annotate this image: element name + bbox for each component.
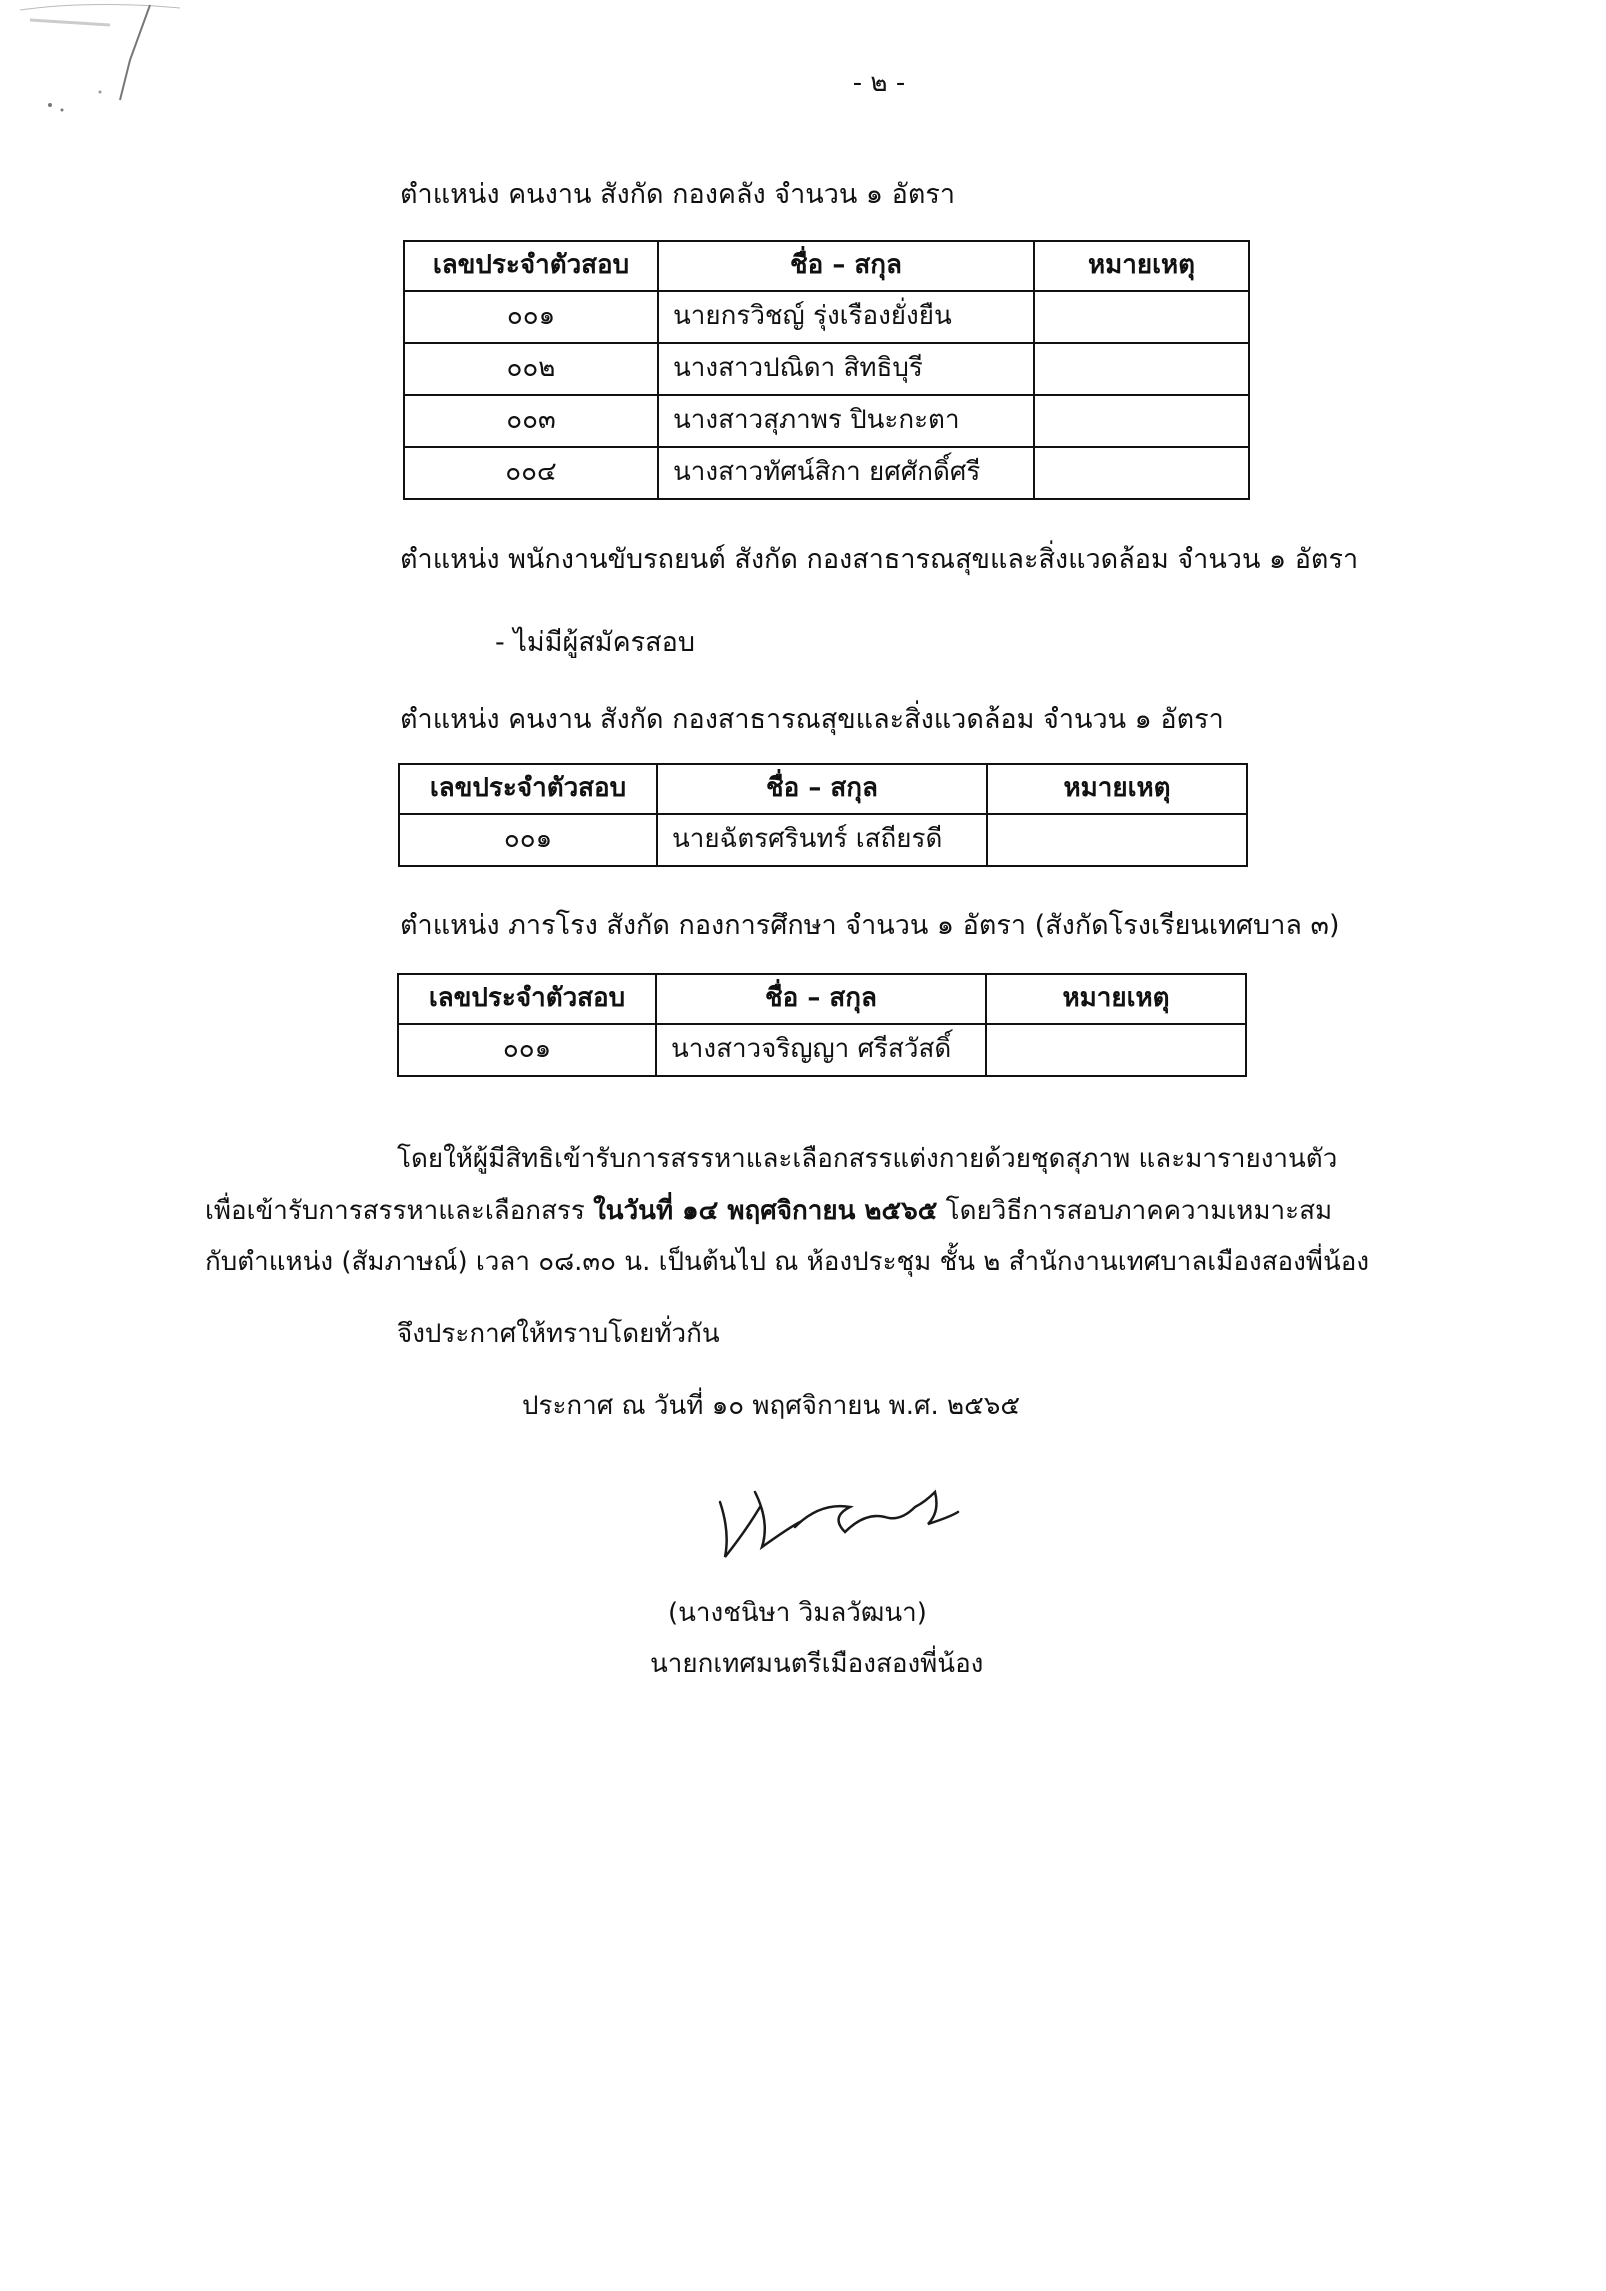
table-row — [404, 343, 1249, 395]
signatory-title: นายกเทศมนตรีเมืองสองพี่น้อง — [650, 1649, 984, 1679]
exam-id-cell: ๐๐๑ — [399, 814, 657, 866]
exam-id-cell: ๐๐๑ — [404, 291, 658, 343]
section-2-heading: ตำแหน่ง พนักงานขับรถยนต์ สังกัด กองสาธารณสุขและสิ่งแวดล้อม จำนวน ๑ อัตรา — [400, 544, 1359, 575]
table-row — [404, 291, 1249, 343]
column-header-name: ชื่อ – สกุล — [656, 974, 986, 1024]
remark-cell — [1034, 447, 1249, 499]
announce-text: จึงประกาศให้ทราบโดยทั่วกัน — [397, 1319, 720, 1349]
exam-id-cell: ๐๐๒ — [404, 343, 658, 395]
table-header-row — [398, 974, 1246, 1024]
table-header-row — [404, 241, 1249, 291]
candidate-name-cell: นายฉัตรศรินทร์ เสถียรดี — [657, 814, 987, 866]
remark-cell — [1034, 395, 1249, 447]
body-line-2-start: เพื่อเข้ารับการสรรหาและเลือกสรร — [205, 1196, 594, 1226]
table-header-row — [399, 764, 1247, 814]
exam-date-highlight: ในวันที่ ๑๔ พฤศจิกายน ๒๕๖๕ — [593, 1196, 938, 1226]
remark-cell — [987, 814, 1247, 866]
candidate-name-cell: นางสาวจริญญา ศรีสวัสดิ์ — [656, 1024, 986, 1076]
section-1-heading: ตำแหน่ง คนงาน สังกัด กองคลัง จำนวน ๑ อัตรา — [400, 179, 956, 210]
section-3-table — [398, 763, 1248, 867]
column-header-remark: หมายเหตุ — [1034, 241, 1249, 291]
section-3-heading: ตำแหน่ง คนงาน สังกัด กองสาธารณสุขและสิ่งแวดล้อม จำนวน ๑ อัตรา — [400, 704, 1224, 735]
candidate-name-cell: นางสาวสุภาพร ปินะกะตา — [658, 395, 1034, 447]
remark-cell — [1034, 343, 1249, 395]
table-row — [398, 1024, 1246, 1076]
column-header-exam-id: เลขประจำตัวสอบ — [399, 764, 657, 814]
column-header-name: ชื่อ – สกุล — [657, 764, 987, 814]
no-applicants-note: - ไม่มีผู้สมัครสอบ — [495, 627, 695, 658]
signatory-name: (นางชนิษา วิมลวัฒนา) — [668, 1598, 927, 1628]
column-header-exam-id: เลขประจำตัวสอบ — [398, 974, 656, 1024]
body-line-1: โดยให้ผู้มีสิทธิเข้ารับการสรรหาและเลือกสรรแต่งกายด้วยชุดสุภาพ และมารายงานตัว — [397, 1144, 1338, 1174]
body-line-3: กับตำแหน่ง (สัมภาษณ์) เวลา ๐๘.๓๐ น. เป็นต้นไป ณ ห้องประชุม ชั้น ๒ สำนักงานเทศบาลเมืองสองพี่น้อง — [205, 1247, 1370, 1277]
candidate-name-cell: นางสาวทัศน์สิกา ยศศักดิ์ศรี — [658, 447, 1034, 499]
table-row — [404, 395, 1249, 447]
exam-id-cell: ๐๐๓ — [404, 395, 658, 447]
remark-cell — [1034, 291, 1249, 343]
section-4-heading: ตำแหน่ง ภารโรง สังกัด กองการศึกษา จำนวน ๑ อัตรา (สังกัดโรงเรียนเทศบาล ๓) — [400, 910, 1340, 941]
section-1-table — [403, 240, 1250, 500]
body-line-2-end: โดยวิธีการสอบภาคความเหมาะสม — [937, 1196, 1333, 1226]
table-row — [399, 814, 1247, 866]
candidate-name-cell: นายกรวิชญ์ รุ่งเรืองยั่งยืน — [658, 291, 1034, 343]
column-header-exam-id: เลขประจำตัวสอบ — [404, 241, 658, 291]
candidate-name-cell: นางสาวปณิดา สิทธิบุรี — [658, 343, 1034, 395]
body-line-2 — [205, 1190, 1332, 1231]
exam-id-cell: ๐๐๑ — [398, 1024, 656, 1076]
section-4-table — [397, 973, 1247, 1077]
announcement-date: ประกาศ ณ วันที่ ๑๐ พฤศจิกายน พ.ศ. ๒๕๖๕ — [522, 1391, 1021, 1421]
page-number: - ๒ - — [852, 68, 906, 98]
table-row — [404, 447, 1249, 499]
handwritten-signature — [700, 1462, 960, 1572]
column-header-remark: หมายเหตุ — [987, 764, 1247, 814]
column-header-remark: หมายเหตุ — [986, 974, 1246, 1024]
exam-id-cell: ๐๐๔ — [404, 447, 658, 499]
column-header-name: ชื่อ – สกุล — [658, 241, 1034, 291]
remark-cell — [986, 1024, 1246, 1076]
